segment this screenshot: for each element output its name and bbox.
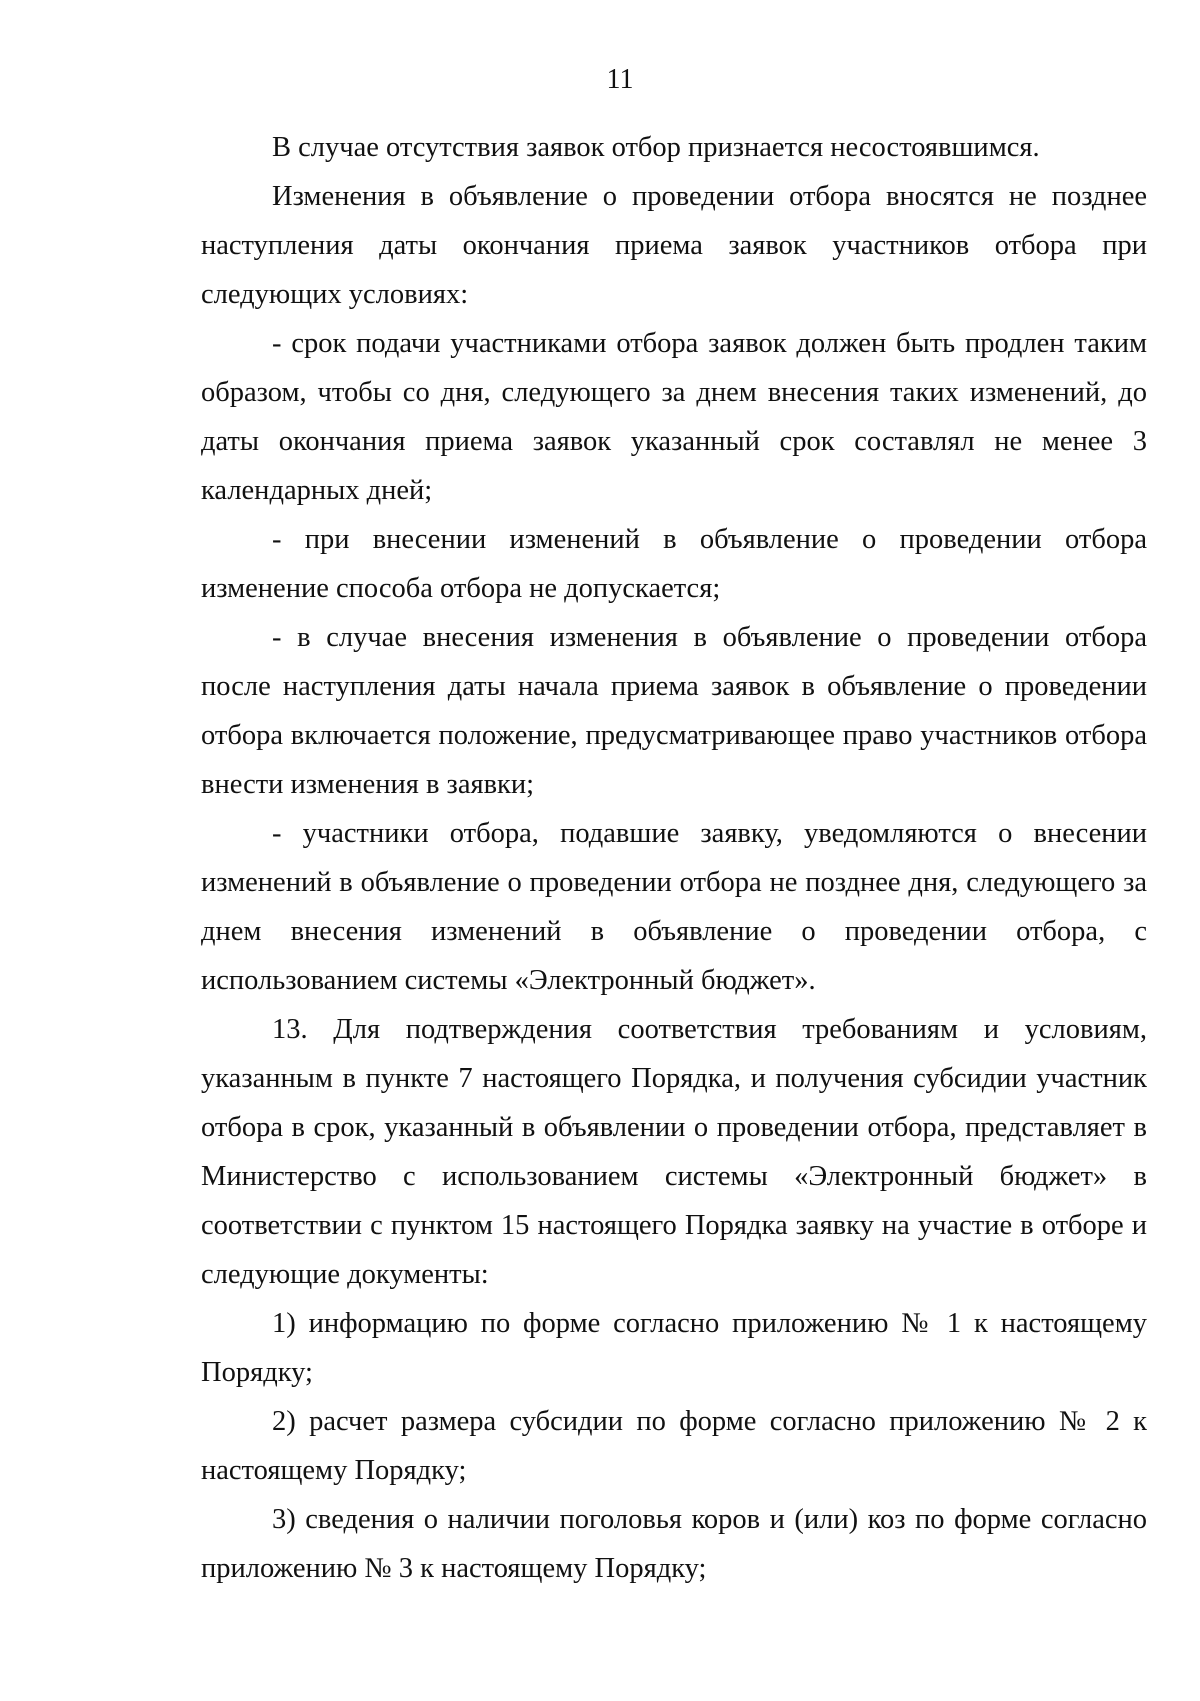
paragraph-item-13: 13. Для подтверждения соответствия требованиям и условиям, указанным в пункте 7 настоящего Порядка, и получения субсидии участник отбора в срок, указанный в объявлении о проведении отбора, представляет в Министерство с использованием системы «Электронный бюджет» в соответствии с пунктом 15 настоящего Порядка заявку на участие в отборе и следующие документы: (201, 1014, 1147, 1290)
paragraph-method-change: - при внесении изменений в объявление о проведении отбора изменение способа отбора не допускается; (201, 524, 1147, 604)
paragraph-no-applications: В случае отсутствия заявок отбор признается несостоявшимся. (272, 132, 1040, 163)
paragraph-amend-applications: - в случае внесения изменения в объявление о проведении отбора после наступления даты начала приема заявок в объявление о проведении отбора включается положение, предусматривающее право участников отбора внести изменения в заявки; (201, 622, 1147, 800)
document-body (201, 123, 1147, 1593)
page-number: 11 (606, 64, 634, 95)
paragraph-document-3: 3) сведения о наличии поголовья коров и (или) коз по форме согласно приложению № 3 к настоящему Порядку; (201, 1504, 1147, 1584)
paragraph-deadline-extension: - срок подачи участниками отбора заявок должен быть продлен таким образом, чтобы со дня, следующего за днем внесения таких изменений, до даты окончания приема заявок указанный срок составлял не менее 3 календарных дней; (201, 328, 1147, 506)
paragraph-changes-intro: Изменения в объявление о проведении отбора вносятся не позднее наступления даты окончания приема заявок участников отбора при следующих условиях: (201, 181, 1147, 310)
paragraph-document-1: 1) информацию по форме согласно приложению № 1 к настоящему Порядку; (201, 1308, 1147, 1388)
paragraph-document-2: 2) расчет размера субсидии по форме согласно приложению № 2 к настоящему Порядку; (201, 1406, 1147, 1486)
paragraph-notification: - участники отбора, подавшие заявку, уведомляются о внесении изменений в объявление о проведении отбора не позднее дня, следующего за днем внесения изменений в объявление о проведении отбора, с использованием системы «Электронный бюджет». (201, 818, 1147, 996)
